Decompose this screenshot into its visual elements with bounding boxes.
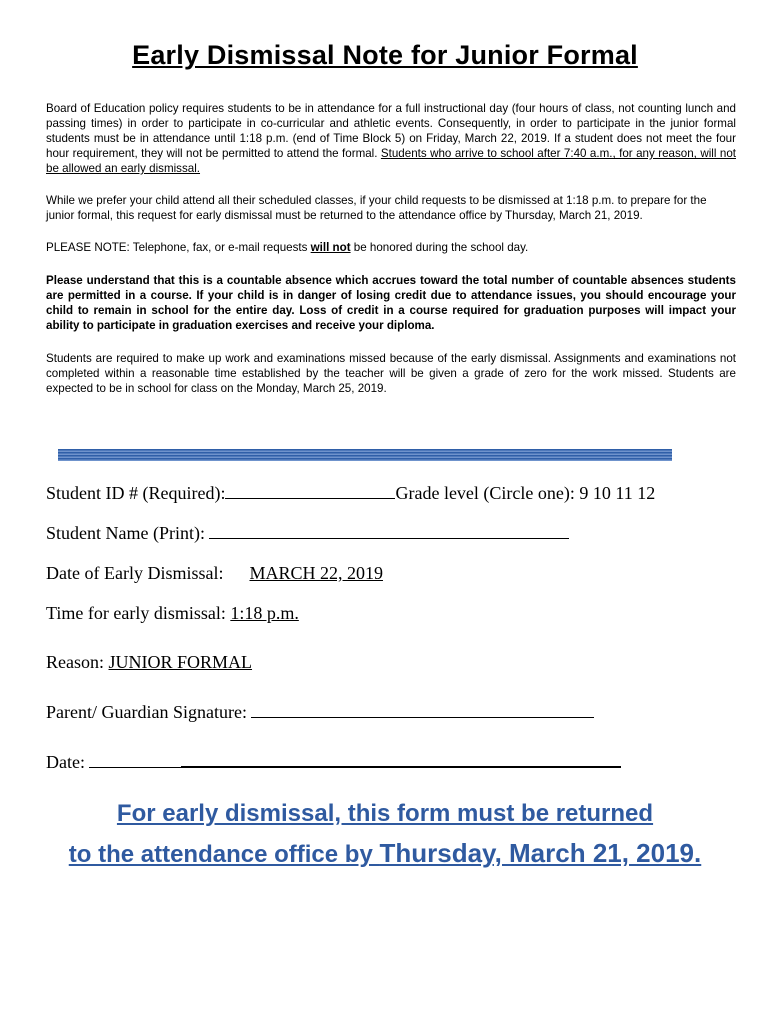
will-not-emphasis: will not	[310, 241, 351, 254]
student-name-row	[46, 522, 569, 544]
student-name-label: Student Name (Print):	[46, 523, 210, 543]
grade-level-label: Grade level (Circle one): 9 10 11 12	[395, 483, 656, 503]
footer-notice-line2	[0, 838, 770, 869]
signature-blank[interactable]	[251, 701, 594, 718]
date-row	[46, 750, 621, 773]
reason-row	[46, 652, 252, 673]
dismissal-date-label: Date of Early Dismissal:	[46, 563, 224, 583]
please-note-prefix: PLEASE NOTE: Telephone, fax, or e-mail requests	[46, 241, 311, 254]
dismissal-date-row	[46, 563, 383, 584]
page-title: Early Dismissal Note for Junior Formal	[132, 40, 638, 70]
policy-text: Board of Education policy requires students to be in attendance for a full instructional day (four hours of class, not counting lunch and passing times) in order to participate in co-curricular and athletic events. Consequently, in order to participate in the junior formal students must be in attendance until 1:18 p.m. (end of Time Block 5) on Friday, March 22, 2019. If a student does not meet the four hour requirement, they will not be permitted to attend the formal.	[46, 102, 736, 160]
arrival-rule-text: Students who arrive to school after 7:40 a.m., for any reason, will not be allowed an early dismissal.	[46, 147, 736, 175]
request-paragraph: While we prefer your child attend all their scheduled classes, if your child requests to be dismissed at 1:18 p.m. to prepare for the junior formal, this request for early dismissal must be returned to the attendance office by Thursday, March 21, 2019.	[46, 194, 707, 222]
date-blank-long[interactable]	[181, 750, 621, 768]
reason-label: Reason:	[46, 652, 109, 672]
dismissal-time-label: Time for early dismissal:	[46, 603, 231, 623]
makeup-work-paragraph: Students are required to make up work and examinations missed because of the early dismissal. Assignments and examinations not completed within a reasonable time established by the teacher will be given a grade of zero for the work missed. Students are expected to be in school for class on the Monday, March 25, 2019.	[46, 352, 736, 395]
date-blank-short[interactable]	[89, 751, 181, 768]
student-name-blank[interactable]	[209, 522, 569, 539]
please-note-paragraph	[46, 240, 736, 255]
dismissal-time-row	[46, 603, 299, 624]
footer-deadline: Thursday, March 21, 2019.	[379, 838, 702, 868]
student-id-blank[interactable]	[225, 482, 395, 499]
dismissal-date-value: MARCH 22, 2019	[249, 563, 383, 583]
reason-value: JUNIOR FORMAL	[108, 652, 253, 672]
student-id-label: Student ID # (Required):	[46, 483, 226, 503]
footer-notice-line1: For early dismissal, this form must be returned	[116, 800, 654, 827]
student-id-row	[46, 482, 655, 504]
policy-paragraph	[46, 101, 736, 176]
section-divider	[58, 449, 672, 461]
date-label: Date:	[46, 752, 90, 772]
signature-label: Parent/ Guardian Signature:	[46, 702, 252, 722]
countable-absence-paragraph: Please understand that this is a countable absence which accrues toward the total number of countable absences students are permitted in a course. If your child is in danger of losing credit due to attendance issues, you should encourage your child to remain in school for the entire day. Loss of credit in a course required for graduation purposes will impact your ability to participate in graduation exercises and receive your diploma.	[46, 274, 736, 332]
signature-row	[46, 701, 594, 723]
dismissal-time-value: 1:18 p.m.	[230, 603, 299, 623]
footer-line2-prefix: to the attendance office by	[68, 841, 380, 868]
please-note-suffix: be honored during the school day.	[350, 241, 529, 254]
